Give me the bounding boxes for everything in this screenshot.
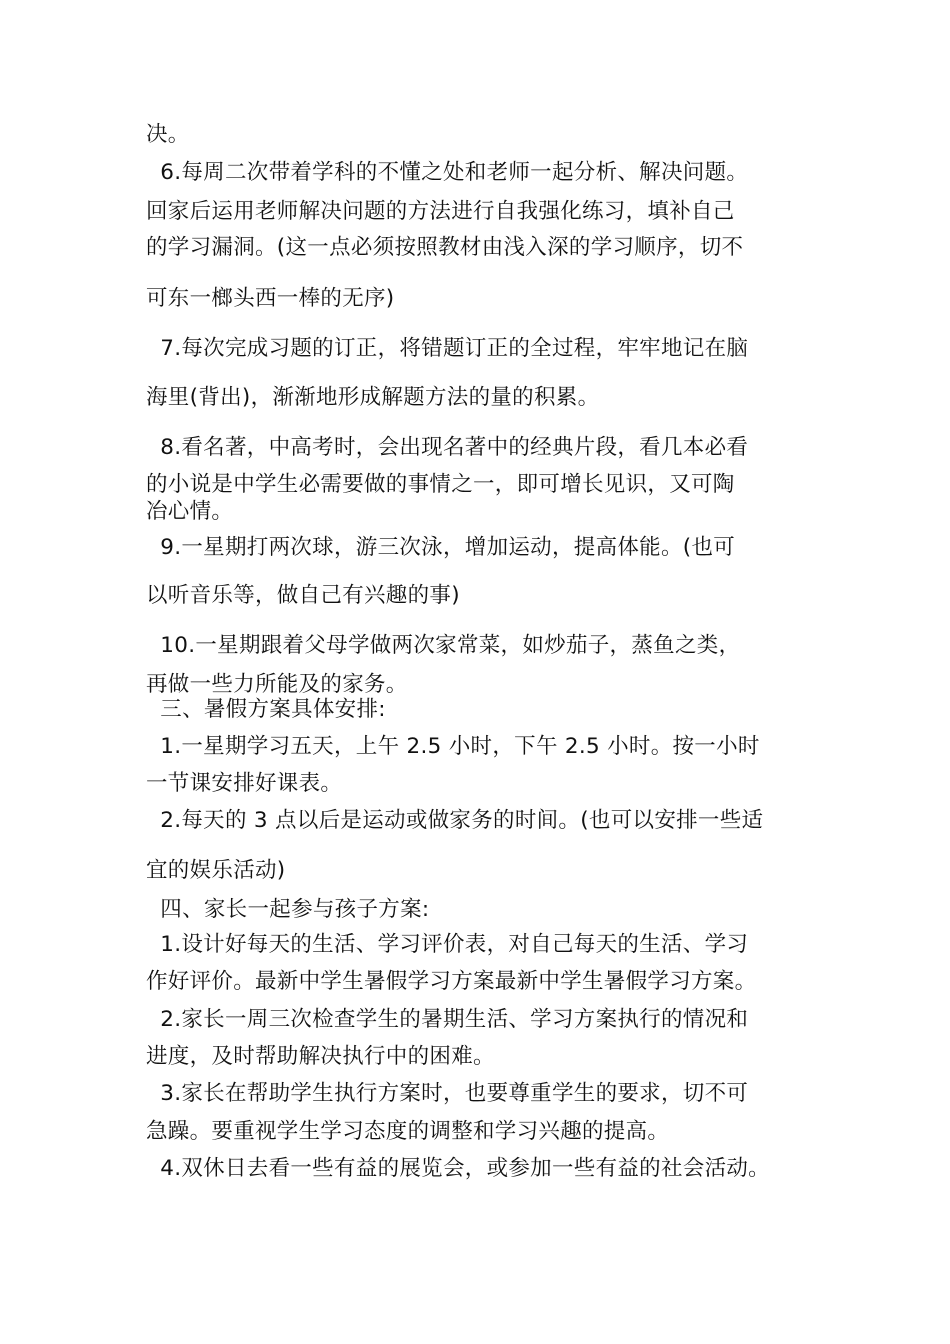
text-line: 1.设计好每天的生活、学习评价表，对自己每天的生活、学习 [146,932,749,957]
text-line: 2.家长一周三次检查学生的暑期生活、学习方案执行的情况和 [146,1007,749,1032]
text-line: 10.一星期跟着父母学做两次家常菜，如炒茄子，蒸鱼之类， [146,633,741,658]
text-line: 8.看名著，中高考时，会出现名著中的经典片段，看几本必看 [146,435,749,460]
text-line: 回家后运用老师解决问题的方法进行自我强化练习，填补自己 [146,199,735,224]
text-line: 4.双休日去看一些有益的展览会，或参加一些有益的社会活动。 [146,1156,770,1181]
text-line: 1.一星期学习五天，上午 2.5 小时，下午 2.5 小时。按一小时 [146,734,760,759]
text-line: 7.每次完成习题的订正，将错题订正的全过程，牢牢地记在脑 [146,336,749,361]
text-line: 海里(背出)，渐渐地形成解题方法的量的积累。 [146,385,600,410]
text-line: 的学习漏洞。(这一点必须按照教材由浅入深的学习顺序，切不 [146,235,744,260]
text-line: 2.每天的 3 点以后是运动或做家务的时间。(也可以安排一些适 [146,808,764,833]
section-heading: 三、暑假方案具体安排: [146,697,386,722]
text-line: 3.家长在帮助学生执行方案时，也要尊重学生的要求，切不可 [146,1081,749,1106]
text-line: 宜的娱乐活动) [146,858,286,883]
text-line: 急躁。要重视学生学习态度的调整和学习兴趣的提高。 [146,1119,670,1144]
text-line: 决。 [146,122,190,147]
text-line: 以听音乐等，做自己有兴趣的事) [146,583,460,608]
section-heading: 四、家长一起参与孩子方案: [146,897,430,922]
text-line: 6.每周二次带着学科的不懂之处和老师一起分析、解决问题。 [146,160,749,185]
text-line: 进度，及时帮助解决执行中的困难。 [146,1044,495,1069]
text-line: 一节课安排好课表。 [146,771,343,796]
text-line: 再做一些力所能及的家务。 [146,672,408,697]
text-line: 9.一星期打两次球，游三次泳，增加运动，提高体能。(也可 [146,535,736,560]
text-line: 作好评价。最新中学生暑假学习方案最新中学生暑假学习方案。 [146,969,757,994]
text-line: 的小说是中学生必需要做的事情之一，即可增长见识，又可陶 [146,472,735,497]
text-line: 可东一榔头西一棒的无序) [146,286,395,311]
text-line: 冶心情。 [146,499,234,524]
